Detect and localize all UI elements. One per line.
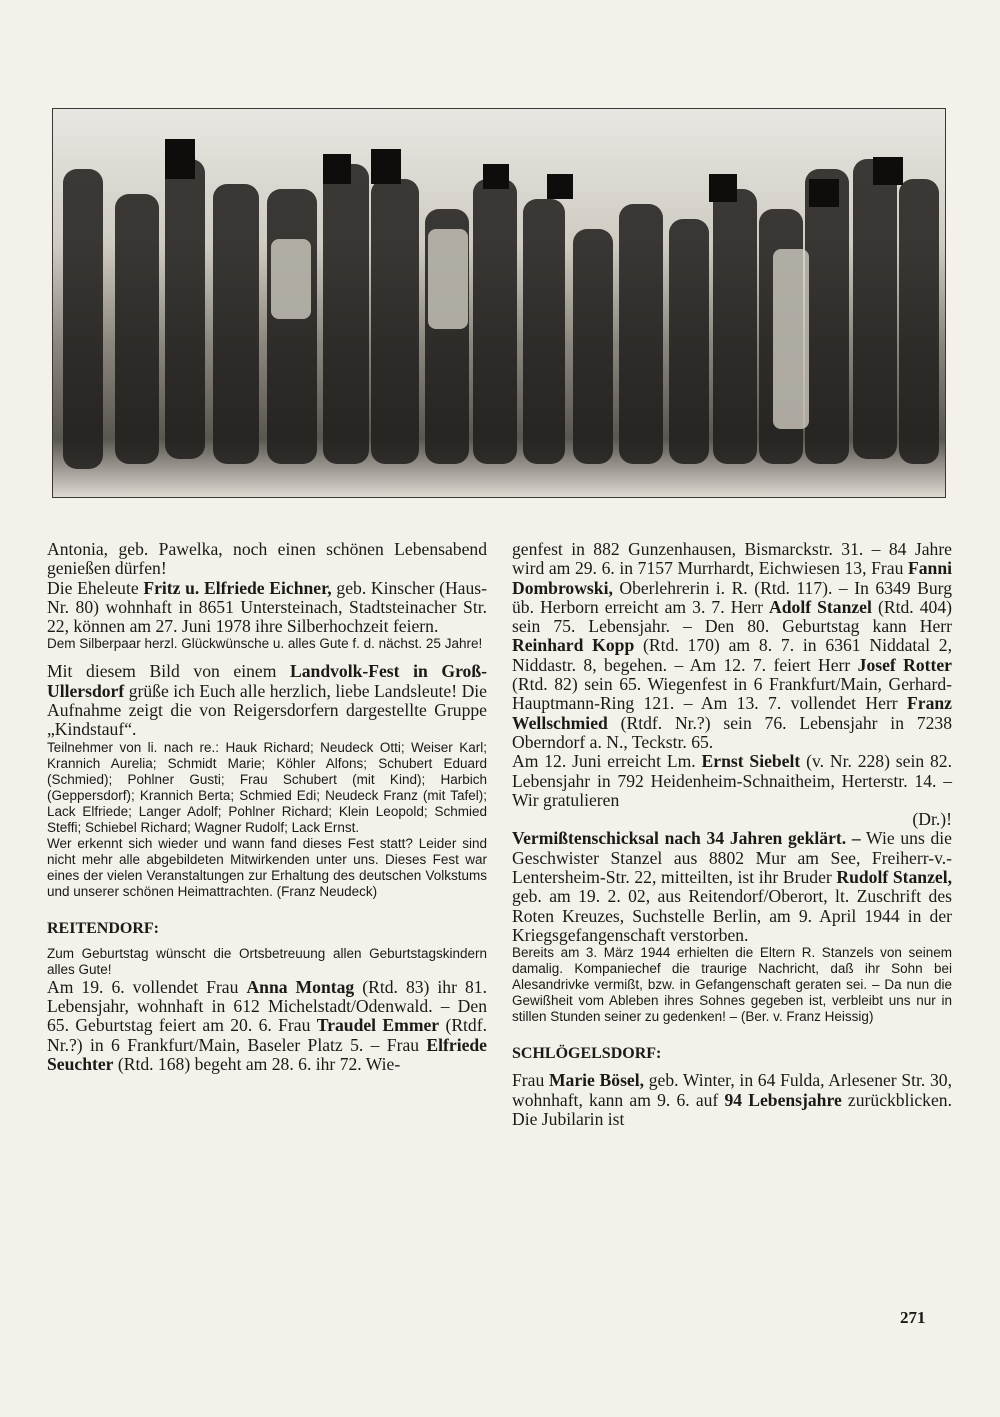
page-number: 271 <box>900 1308 926 1327</box>
section-heading-reitendorf: REITENDORF: <box>47 919 160 937</box>
siebelt-birthday: Am 12. Juni erreicht Lm. Ernst Siebelt (v. Nr. 228) sein 82. Lebensjahr in 792 Heidenheim-Schnaitheim, Herterstr. 14. – Wir gratulieren <box>512 751 952 810</box>
eichner-announcement: Die Eheleute Fritz u. Elfriede Eichner, geb. Kinscher (Haus-Nr. 80) wohnhaft in 8651 Untersteinach, Stadtsteinacher Str. 22, können am 27. Juni 1978 ihre Silberhochzeit feiern. <box>47 577 487 637</box>
signature: (Dr.)! <box>912 809 952 830</box>
participants-list: Teilnehmer von li. nach re.: Hauk Richard; Neudeck Otti; Weiser Karl; Krannich Aurelia; Schmidt Marie; Köhler Alfons; Schubert Eduard (Schmied); Pohlner Gusti; Frau Schubert (mit Kind); Harbich (Geppersdorf); Krannich Berta; Schmied Edi; Neudeck Franz (mit Tafel); Lack Elfriede; Langer Adolf; Pohlner Richard; Klein Leopold; Schmied Steffi; Schiebel Richard; Wagner Rudolf; Lack Ernst. <box>47 739 487 835</box>
right-column <box>512 540 952 1129</box>
birthday-list: Am 19. 6. vollendet Frau Anna Montag (Rtd. 83) ihr 81. Lebensjahr, wohnhaft in 612 Michelstadt/Odenwald. – Den 65. Geburtstag feiert am 20. 6. Frau Traudel Emmer (Rtdf. Nr.?) in 6 Frankfurt/Main, Baseler Platz 5. – Frau Elfriede Seuchter (Rtd. 168) begeht am 28. 6. ihr 72. Wie- <box>47 976 487 1074</box>
birthday-list-continued: genfest in 882 Gunzenhausen, Bismarckstr. 31. – 84 Jahre wird am 29. 6. in 7157 Murrhardt, Eichwiesen 13, Frau Fanni Dombrowski, Oberlehrerin i. R. (Rtd. 117). – In 6349 Burg üb. Herborn erreicht am 3. 7. Herr Adolf Stanzel (Rtd. 404) sein 75. Lebensjahr. – Den 80. Geburtstag kann Herr Reinhard Kopp (Rtd. 170) am 8. 7. in 6361 Niddatal 2, Niddastr. 8, begehen. – Am 12. 7. feiert Herr Josef Rotter (Rtd. 82) sein 65. Wiegenfest in 6 Frankfurt/Main, Gerhard-Hauptmann-Ring 121. – Am 13. 7. vollendet Herr Franz Wellschmied (Rtdf. Nr.?) sein 76. Lebensjahr in 7238 Oberndorf a. N., Teckstr. 65. <box>512 539 952 752</box>
section-heading-schloegelsdorf: SCHLÖGELSDORF: <box>512 1045 662 1063</box>
missing-person-notice: Vermißtenschicksal nach 34 Jahren geklärt. – Wie uns die Geschwister Stanzel aus 8802 Mur am See, Freiherr-v.-Lentersheim-Str. 22, mitteilten, ist ihr Bruder Rudolf Stanzel, geb. am 19. 2. 02, aus Reitendorf/Oberort, lt. Zuschrift des Roten Kreuzes, Suchstelle Berlin, am 9. April 1944 in der Kriegsgefangenschaft verstorben. <box>512 828 952 945</box>
left-column <box>47 540 487 1074</box>
missing-person-details: Bereits am 3. März 1944 erhielten die Eltern R. Stanzels von seinem damalig. Kompaniechef die traurige Nachricht, daß ihr Sohn bei Alesandrivke vermißt, bzw. in Gefangenschaft geraten sei. – Da nun die Gewißheit vom Ableben ihres Sohnes gegeben ist, verbleibt uns nur in stillen Stunden seiner zu gedenken! – (Ber. v. Franz Heissig) <box>512 945 952 1025</box>
photo-figures <box>53 109 945 497</box>
article-text: Antonia, geb. Pawelka, noch einen schönen Lebensabend genießen dürfen! <box>47 539 487 579</box>
group-photo <box>52 108 946 498</box>
question-paragraph: Wer erkennt sich wieder und wann fand dieses Fest statt? Leider sind nicht mehr alle abgebildeten Mitwirkenden unter uns. Dieses Fest war eines der vielen Veranstaltungen zur Erhaltung des deutschen Volkstums und unserer schönen Heimattrachten. (Franz Neudeck) <box>47 835 487 899</box>
landvolk-fest-text: Mit diesem Bild von einem Landvolk-Fest in Groß-Ullersdorf grüße ich Euch alle herzlich, liebe Landsleute! Die Aufnahme zeigt die von Reigersdorfern dargestellte Gruppe „Kindstauf“. <box>47 661 487 740</box>
boesel-birthday: Frau Marie Bösel, geb. Winter, in 64 Fulda, Arlesener Str. 30, wohnhaft, kann am 9. 6. auf 94 Lebensjahre zurückblicken. Die Jubilarin ist <box>512 1070 953 1129</box>
congratulation-note: Dem Silberpaar herzl. Glückwünsche u. alles Gute f. d. nächst. 25 Jahre! <box>47 636 483 652</box>
birthday-wishes: Zum Geburtstag wünscht die Ortsbetreuung allen Geburtstagskindern alles Gute! <box>47 945 487 977</box>
